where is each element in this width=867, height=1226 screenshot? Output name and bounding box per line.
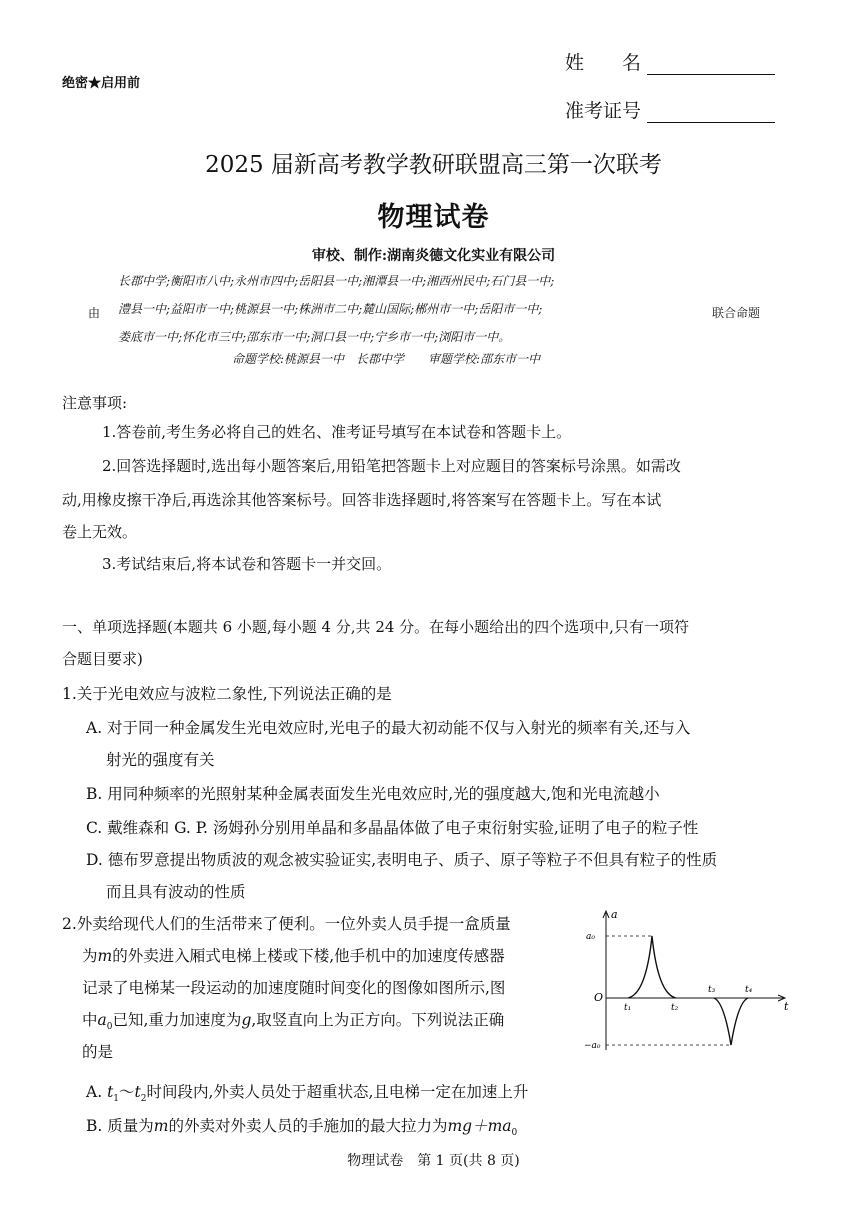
q1-option-a: A. 对于同一种金属发生光电效应时,光电子的最大初动能不仅与入射光的频率有关,还与入 <box>86 719 691 737</box>
notice-title: 注意事项: <box>62 394 128 412</box>
q1-option-b: B. 用同种频率的光照射某种金属表面发生光电效应时,光的强度越大,饱和光电流越小 <box>86 785 660 803</box>
section-1-header: 一、单项选择题(本题共 6 小题,每小题 4 分,共 24 分。在每小题给出的四个选项中,只有一项符 <box>62 618 689 636</box>
schools-suffix: 联合命题 <box>712 306 761 320</box>
exam-id-blank <box>647 104 775 123</box>
q1-option-d: D. 德布罗意提出物质波的观念被实验证实,表明电子、质子、原子等粒子不但具有粒子的性质 <box>86 851 718 869</box>
producer-line: 审校、制作:湖南炎德文化实业有限公司 <box>311 248 556 264</box>
t1-label: t₁ <box>624 1003 632 1013</box>
q1-option-d-cont: 而且具有波动的性质 <box>106 883 246 901</box>
q2-a-symbol: a <box>97 1011 107 1029</box>
q1-stem: 1.关于光电效应与波粒二象性,下列说法正确的是 <box>62 685 392 703</box>
q2-t-symbol: t <box>107 1083 114 1101</box>
q2-stem-line-5: 的是 <box>82 1043 114 1061</box>
q2-stem-line-3: 记录了电梯某一段运动的加速度随时间变化的图像如图所示,图 <box>82 979 506 997</box>
negative-pulse <box>714 998 748 1045</box>
name-label: 姓 名 <box>565 52 642 74</box>
t3-label: t₃ <box>708 985 716 995</box>
t4-label: t₄ <box>745 985 753 995</box>
q2-stem-line-1: 2.外卖给现代人们的生活带来了便利。一位外卖人员手提一盒质量 <box>62 915 511 933</box>
exam-id-field <box>565 96 775 123</box>
q2-mass-symbol: m <box>97 947 113 965</box>
page-footer: 物理试卷 第 1 页(共 8 页) <box>347 1153 520 1169</box>
q2-subscript: 1 <box>113 1094 120 1105</box>
schools-line-3: 娄底市一中;怀化市三中;邵东市一中;洞口县一中;宁乡市一中;浏阳市一中。 <box>118 330 511 344</box>
schools-prefix: 由 <box>88 306 101 320</box>
t2-label: t₂ <box>671 1003 679 1013</box>
q2-text: 已知,重力加速度为 <box>112 1011 242 1029</box>
q2-subscript: 0 <box>511 1128 518 1139</box>
q2-text: B. 质量为 <box>86 1117 154 1135</box>
notice-item-2: 2.回答选择题时,选出每小题答案后,用铅笔把答题卡上对应题目的答案标号涂黑。如需改 <box>102 457 681 475</box>
name-blank <box>647 56 775 75</box>
q2-t-symbol: t <box>134 1083 141 1101</box>
q2-tilde: ～ <box>119 1083 135 1101</box>
section-1-header-cont: 合题目要求) <box>62 650 143 668</box>
q2-option-b <box>86 1114 517 1138</box>
q2-text: 中 <box>82 1011 98 1029</box>
origin-label: O <box>594 991 604 1004</box>
acceleration-time-graph <box>584 908 794 1058</box>
name-field <box>565 48 775 75</box>
q2-option-a <box>86 1080 528 1104</box>
q2-g-symbol: g <box>241 1011 252 1029</box>
a0-label: a₀ <box>586 932 595 942</box>
subject-title: 物理试卷 <box>377 202 490 233</box>
q2-stem-line-4 <box>82 1008 504 1032</box>
y-axis-label: a <box>611 908 618 921</box>
positive-pulse <box>628 936 676 998</box>
notice-item-2-cont: 动,用橡皮擦干净后,再选涂其他答案标号。回答非选择题时,将答案写在答题卡上。写在本试 <box>62 491 662 509</box>
neg-a0-label: −a₀ <box>584 1041 601 1051</box>
exam-id-label: 准考证号 <box>565 100 642 122</box>
q2-subscript: 0 <box>106 1022 113 1033</box>
q2-text: 为 <box>82 947 98 965</box>
q1-option-c: C. 戴维森和 G. P. 汤姆孙分别用单晶和多晶晶体做了电子束衍射实验,证明了电子的粒子性 <box>86 819 699 837</box>
notice-item-1: 1.答卷前,考生务必将自己的姓名、准考证号填写在本试卷和答题卡上。 <box>102 423 572 441</box>
q2-mass-symbol: m <box>153 1117 169 1135</box>
q2-subscript: 2 <box>140 1094 147 1105</box>
q2-text: 的外卖对外卖人员的手施加的最大拉力为 <box>168 1117 448 1135</box>
q2-text: ,取竖直向上为正方向。下列说法正确 <box>251 1011 505 1029</box>
q2-text: 时间段内,外卖人员处于超重状态,且电梯一定在加速上升 <box>146 1083 529 1101</box>
schools-line-1: 长郡中学;衡阳市八中;永州市四中;岳阳县一中;湘潭县一中;湘西州民中;石门县一中; <box>118 274 555 288</box>
exam-title: 2025 届新高考教学教研联盟高三第一次联考 <box>205 152 662 178</box>
confidential-label: 绝密★启用前 <box>62 76 141 91</box>
q2-stem-line-2 <box>82 944 505 966</box>
q2-formula: mg＋ma <box>447 1117 512 1135</box>
q2-text: 的外卖进入厢式电梯上楼或下楼,他手机中的加速度传感器 <box>112 947 505 965</box>
notice-item-2-end: 卷上无效。 <box>62 523 138 541</box>
q2-option-letter: A. <box>86 1083 103 1101</box>
q1-option-a-cont: 射光的强度有关 <box>106 751 215 769</box>
authoring-schools: 命题学校:桃源县一中 长郡中学 审题学校:邵东市一中 <box>232 352 541 366</box>
notice-item-3: 3.考试结束后,将本试卷和答题卡一并交回。 <box>102 555 392 573</box>
schools-line-2: 澧县一中;益阳市一中;桃源县一中;株洲市二中;麓山国际;郴州市一中;岳阳市一中; <box>118 302 543 316</box>
x-axis-label: t <box>784 1000 789 1013</box>
